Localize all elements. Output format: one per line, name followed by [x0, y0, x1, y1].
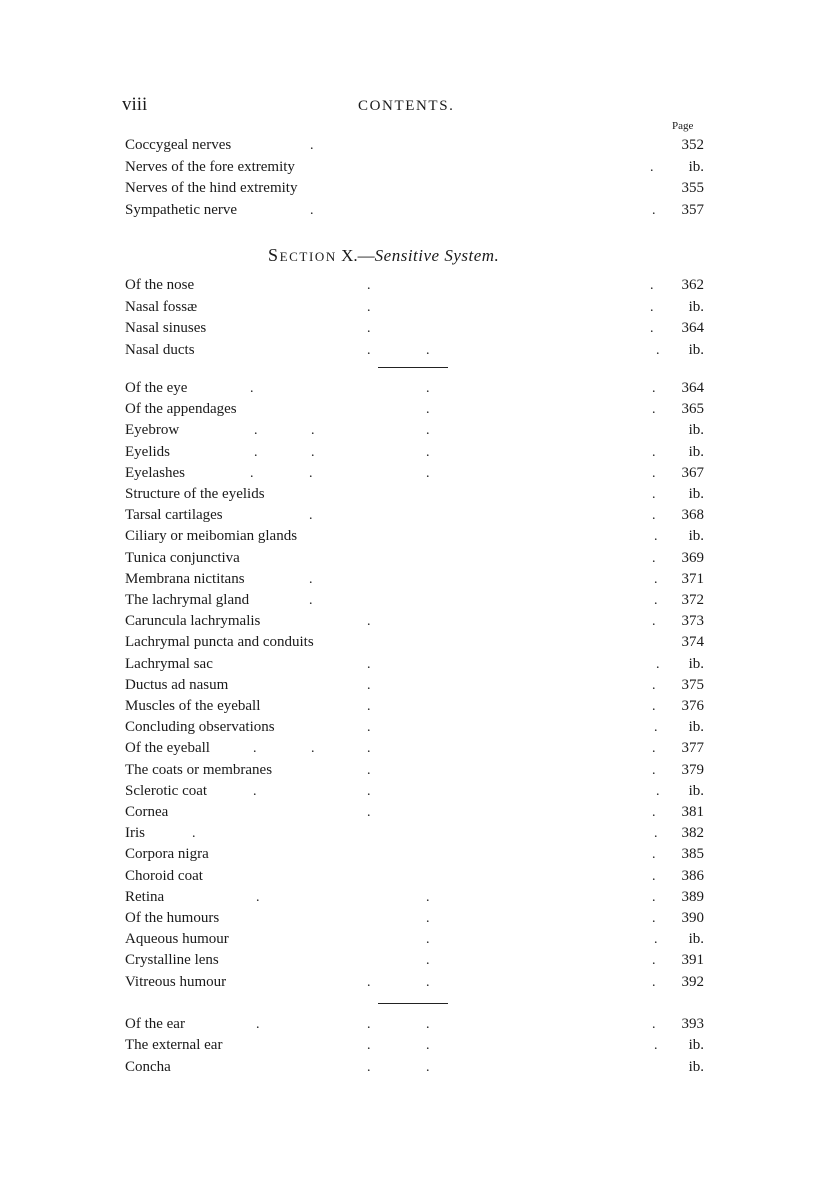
leader-dot: .	[652, 741, 656, 757]
entry-page-number: 376	[681, 698, 704, 714]
leader-dot: .	[652, 762, 656, 778]
leader-dot: .	[652, 953, 656, 969]
entry-label: Corpora nigra	[125, 846, 209, 863]
contents-entry	[0, 275, 840, 296]
group-divider	[378, 367, 448, 368]
contents-entry	[0, 505, 840, 526]
leader-dot: .	[654, 593, 658, 608]
leader-dot: .	[367, 974, 371, 990]
contents-entry	[0, 1014, 840, 1035]
leader-dot: .	[253, 741, 257, 757]
entry-label: Of the nose	[125, 277, 195, 293]
contents-entry	[0, 760, 840, 781]
entry-label: Nasal fossæ	[125, 298, 198, 315]
entry-label: Tarsal cartilages	[125, 507, 223, 524]
leader-dot: .	[426, 1038, 430, 1054]
entry-page-number: ib.	[688, 931, 704, 948]
entry-page-number: 365	[681, 401, 704, 418]
leader-dot: .	[652, 889, 656, 905]
entry-label: Sympathetic nerve	[125, 201, 238, 218]
contents-entry	[0, 463, 840, 484]
entry-page-number: 382	[681, 825, 704, 842]
entry-page-number: 375	[681, 676, 704, 693]
leader-dot: .	[426, 932, 430, 948]
leader-dot: .	[654, 720, 658, 736]
contents-entry	[0, 972, 840, 993]
leader-dot: .	[652, 847, 656, 863]
entry-page-number: 379	[681, 761, 704, 778]
leader-dot: .	[426, 889, 430, 905]
leader-dot: .	[250, 465, 254, 481]
entry-label: Aqueous humour	[125, 931, 229, 948]
contents-entry	[0, 378, 840, 399]
contents-entry	[0, 823, 840, 844]
leader-dot: .	[426, 423, 430, 439]
contents-entry	[0, 548, 840, 569]
leader-dot: .	[310, 138, 314, 153]
contents-entry	[0, 632, 840, 653]
contents-entry	[0, 929, 840, 950]
contents-entry	[0, 738, 840, 759]
contents-entry	[0, 717, 840, 738]
leader-dot: .	[367, 699, 371, 714]
entry-label: Caruncula lachrymalis	[125, 613, 261, 630]
leader-dot: .	[652, 444, 656, 460]
leader-dot: .	[654, 1038, 658, 1054]
entry-page-number: ib.	[688, 443, 704, 460]
entry-label: Retina	[125, 888, 165, 905]
entry-label: Ductus ad nasum	[125, 676, 229, 693]
leader-dot: .	[256, 889, 260, 905]
entry-page-number: 381	[681, 804, 704, 820]
leader-dot: .	[311, 741, 315, 757]
entry-page-number: 393	[681, 1016, 704, 1032]
entry-label: Of the eye	[125, 380, 188, 396]
contents-entry	[0, 178, 840, 199]
entry-label: Nasal sinuses	[125, 320, 207, 337]
entry-label: Membrana nictitans	[125, 570, 245, 587]
leader-dot: .	[426, 1017, 430, 1032]
entry-page-number: ib.	[688, 1037, 704, 1054]
leader-dot: .	[367, 342, 371, 358]
leader-dot: .	[254, 444, 258, 460]
entry-label: Of the appendages	[125, 401, 237, 418]
group-divider	[378, 1003, 448, 1004]
contents-entry	[0, 675, 840, 696]
contents-entry	[0, 590, 840, 611]
entry-page-number: ib.	[688, 422, 704, 439]
contents-entry	[0, 908, 840, 929]
leader-dot: .	[309, 593, 313, 608]
leader-dot: .	[367, 677, 371, 693]
leader-dot: .	[650, 159, 654, 175]
entry-label: Of the ear	[125, 1016, 185, 1032]
entry-page-number: ib.	[688, 1058, 704, 1075]
entry-label: Nerves of the hind extremity	[125, 180, 298, 197]
entry-label: Eyelids	[125, 443, 170, 460]
leader-dot: .	[426, 953, 430, 969]
contents-entry	[0, 1057, 840, 1078]
entry-label: Crystalline lens	[125, 952, 219, 969]
contents-entry	[0, 157, 840, 178]
leader-dot: .	[652, 487, 656, 502]
entry-label: Of the eyeball	[125, 740, 210, 757]
entry-label: The lachrymal gland	[125, 592, 250, 608]
entry-page-number: ib.	[688, 158, 704, 175]
entry-page-number: 371	[681, 570, 704, 587]
entry-label: Iris	[125, 825, 145, 842]
entry-page-number: ib.	[688, 655, 704, 672]
entry-page-number: 355	[681, 180, 704, 197]
leader-dot: .	[311, 444, 315, 460]
entry-label: The coats or membranes	[125, 761, 273, 778]
leader-dot: .	[367, 805, 371, 820]
leader-dot: .	[652, 805, 656, 820]
leader-dot: .	[309, 571, 313, 587]
leader-dot: .	[367, 720, 371, 736]
entry-page-number: 364	[681, 320, 704, 337]
leader-dot: .	[367, 1038, 371, 1054]
leader-dot: .	[652, 402, 656, 418]
leader-dot: .	[426, 342, 430, 358]
contents-entry	[0, 297, 840, 318]
leader-dot: .	[654, 571, 658, 587]
entry-page-number: ib.	[688, 782, 704, 799]
leader-dot: .	[654, 529, 658, 545]
leader-dot: .	[652, 381, 656, 396]
leader-dot: .	[652, 550, 656, 566]
entry-label: Muscles of the eyeball	[125, 698, 261, 714]
entry-page-number: ib.	[688, 719, 704, 736]
leader-dot: .	[652, 1017, 656, 1032]
leader-dot: .	[652, 202, 656, 218]
leader-dot: .	[310, 202, 314, 218]
leader-dot: .	[656, 342, 660, 358]
entry-page-number: ib.	[688, 298, 704, 315]
entry-label: Concha	[125, 1058, 171, 1075]
leader-dot: .	[426, 465, 430, 481]
contents-entry	[0, 781, 840, 802]
entry-page-number: 368	[681, 507, 704, 524]
leader-dot: .	[656, 656, 660, 672]
leader-dot: .	[309, 465, 313, 481]
leader-dot: .	[652, 465, 656, 481]
contents-entry	[0, 611, 840, 632]
entry-page-number: 377	[681, 740, 704, 757]
contents-entry	[0, 399, 840, 420]
entry-page-number: 374	[681, 634, 704, 651]
contents-entry	[0, 569, 840, 590]
leader-dot: .	[652, 974, 656, 990]
leader-dot: .	[367, 741, 371, 757]
contents-entry	[0, 866, 840, 887]
leader-dot: .	[367, 656, 371, 672]
entry-label: Lachrymal puncta and conduits	[125, 634, 314, 651]
entry-page-number: 386	[681, 867, 704, 884]
leader-dot: .	[367, 299, 371, 315]
leader-dot: .	[367, 783, 371, 799]
leader-dot: .	[650, 299, 654, 315]
page-folio: viii	[122, 94, 148, 115]
entry-page-number: 391	[681, 952, 704, 969]
section-title: Sensitive System.	[374, 246, 500, 265]
leader-dot: .	[652, 699, 656, 714]
entry-page-number: ib.	[688, 486, 704, 502]
entry-page-number: 390	[681, 910, 704, 926]
leader-dot: .	[426, 444, 430, 460]
entry-page-number: 392	[681, 973, 704, 990]
contents-entry	[0, 654, 840, 675]
leader-dot: .	[652, 677, 656, 693]
leader-dot: .	[652, 868, 656, 884]
leader-dot: .	[426, 1059, 430, 1075]
contents-entry	[0, 887, 840, 908]
entry-label: Vitreous humour	[125, 973, 227, 990]
entry-page-number: 367	[681, 464, 704, 481]
leader-dot: .	[426, 381, 430, 396]
contents-entry	[0, 526, 840, 547]
leader-dot: .	[426, 911, 430, 926]
contents-entry	[0, 340, 840, 361]
entry-label: Eyebrow	[125, 422, 180, 439]
leader-dot: .	[367, 1017, 371, 1032]
running-head: CONTENTS.	[358, 98, 455, 114]
leader-dot: .	[650, 321, 654, 337]
leader-dot: .	[250, 381, 254, 396]
page-column-label: Page	[672, 120, 694, 132]
entry-page-number: 389	[681, 888, 704, 905]
contents-entry	[0, 950, 840, 971]
entry-page-number: 357	[681, 201, 704, 218]
entry-label: Coccygeal nerves	[125, 137, 232, 153]
leader-dot: .	[656, 783, 660, 799]
entry-page-number: 362	[681, 277, 704, 293]
contents-entry	[0, 135, 840, 156]
entry-label: Nasal ducts	[125, 341, 195, 358]
leader-dot: .	[254, 423, 258, 439]
contents-entry	[0, 802, 840, 823]
leader-dot: .	[650, 278, 654, 293]
entry-page-number: 385	[681, 846, 704, 863]
entry-label: Choroid coat	[125, 867, 203, 884]
section-word: Section	[268, 245, 337, 265]
entry-page-number: 352	[681, 137, 704, 153]
entry-page-number: 373	[681, 613, 704, 630]
entry-label: Eyelashes	[125, 464, 185, 481]
contents-entry	[0, 420, 840, 441]
entry-page-number: 369	[681, 549, 704, 566]
contents-entry	[0, 484, 840, 505]
leader-dot: .	[652, 911, 656, 926]
contents-entry	[0, 844, 840, 865]
entry-page-number: 364	[681, 380, 704, 396]
entry-page-number: 372	[681, 592, 704, 608]
leader-dot: .	[367, 278, 371, 293]
section-number: X.—	[341, 246, 375, 265]
leader-dot: .	[652, 614, 656, 630]
contents-entry	[0, 442, 840, 463]
entry-label: Structure of the eyelids	[125, 486, 265, 502]
contents-entry	[0, 318, 840, 339]
leader-dot: .	[652, 508, 656, 524]
entry-page-number: ib.	[688, 341, 704, 358]
leader-dot: .	[654, 932, 658, 948]
leader-dot: .	[367, 321, 371, 337]
entry-page-number: ib.	[688, 528, 704, 545]
entry-label: Cornea	[125, 804, 169, 820]
entry-label: Nerves of the fore extremity	[125, 158, 295, 175]
leader-dot: .	[426, 402, 430, 418]
leader-dot: .	[367, 614, 371, 630]
contents-entry	[0, 696, 840, 717]
entry-label: Of the humours	[125, 910, 220, 926]
entry-label: Lachrymal sac	[125, 655, 213, 672]
leader-dot: .	[311, 423, 315, 439]
contents-entry	[0, 200, 840, 221]
leader-dot: .	[253, 783, 257, 799]
entry-label: Ciliary or meibomian glands	[125, 528, 298, 545]
contents-entry	[0, 1035, 840, 1056]
leader-dot: .	[367, 762, 371, 778]
entry-label: Sclerotic coat	[125, 782, 208, 799]
entry-label: Tunica conjunctiva	[125, 549, 240, 566]
leader-dot: .	[367, 1059, 371, 1075]
leader-dot: .	[426, 974, 430, 990]
leader-dot: .	[256, 1017, 260, 1032]
entry-label: Concluding observations	[125, 719, 275, 736]
leader-dot: .	[309, 508, 313, 524]
leader-dot: .	[192, 826, 196, 842]
leader-dot: .	[654, 826, 658, 842]
entry-label: The external ear	[125, 1037, 223, 1054]
